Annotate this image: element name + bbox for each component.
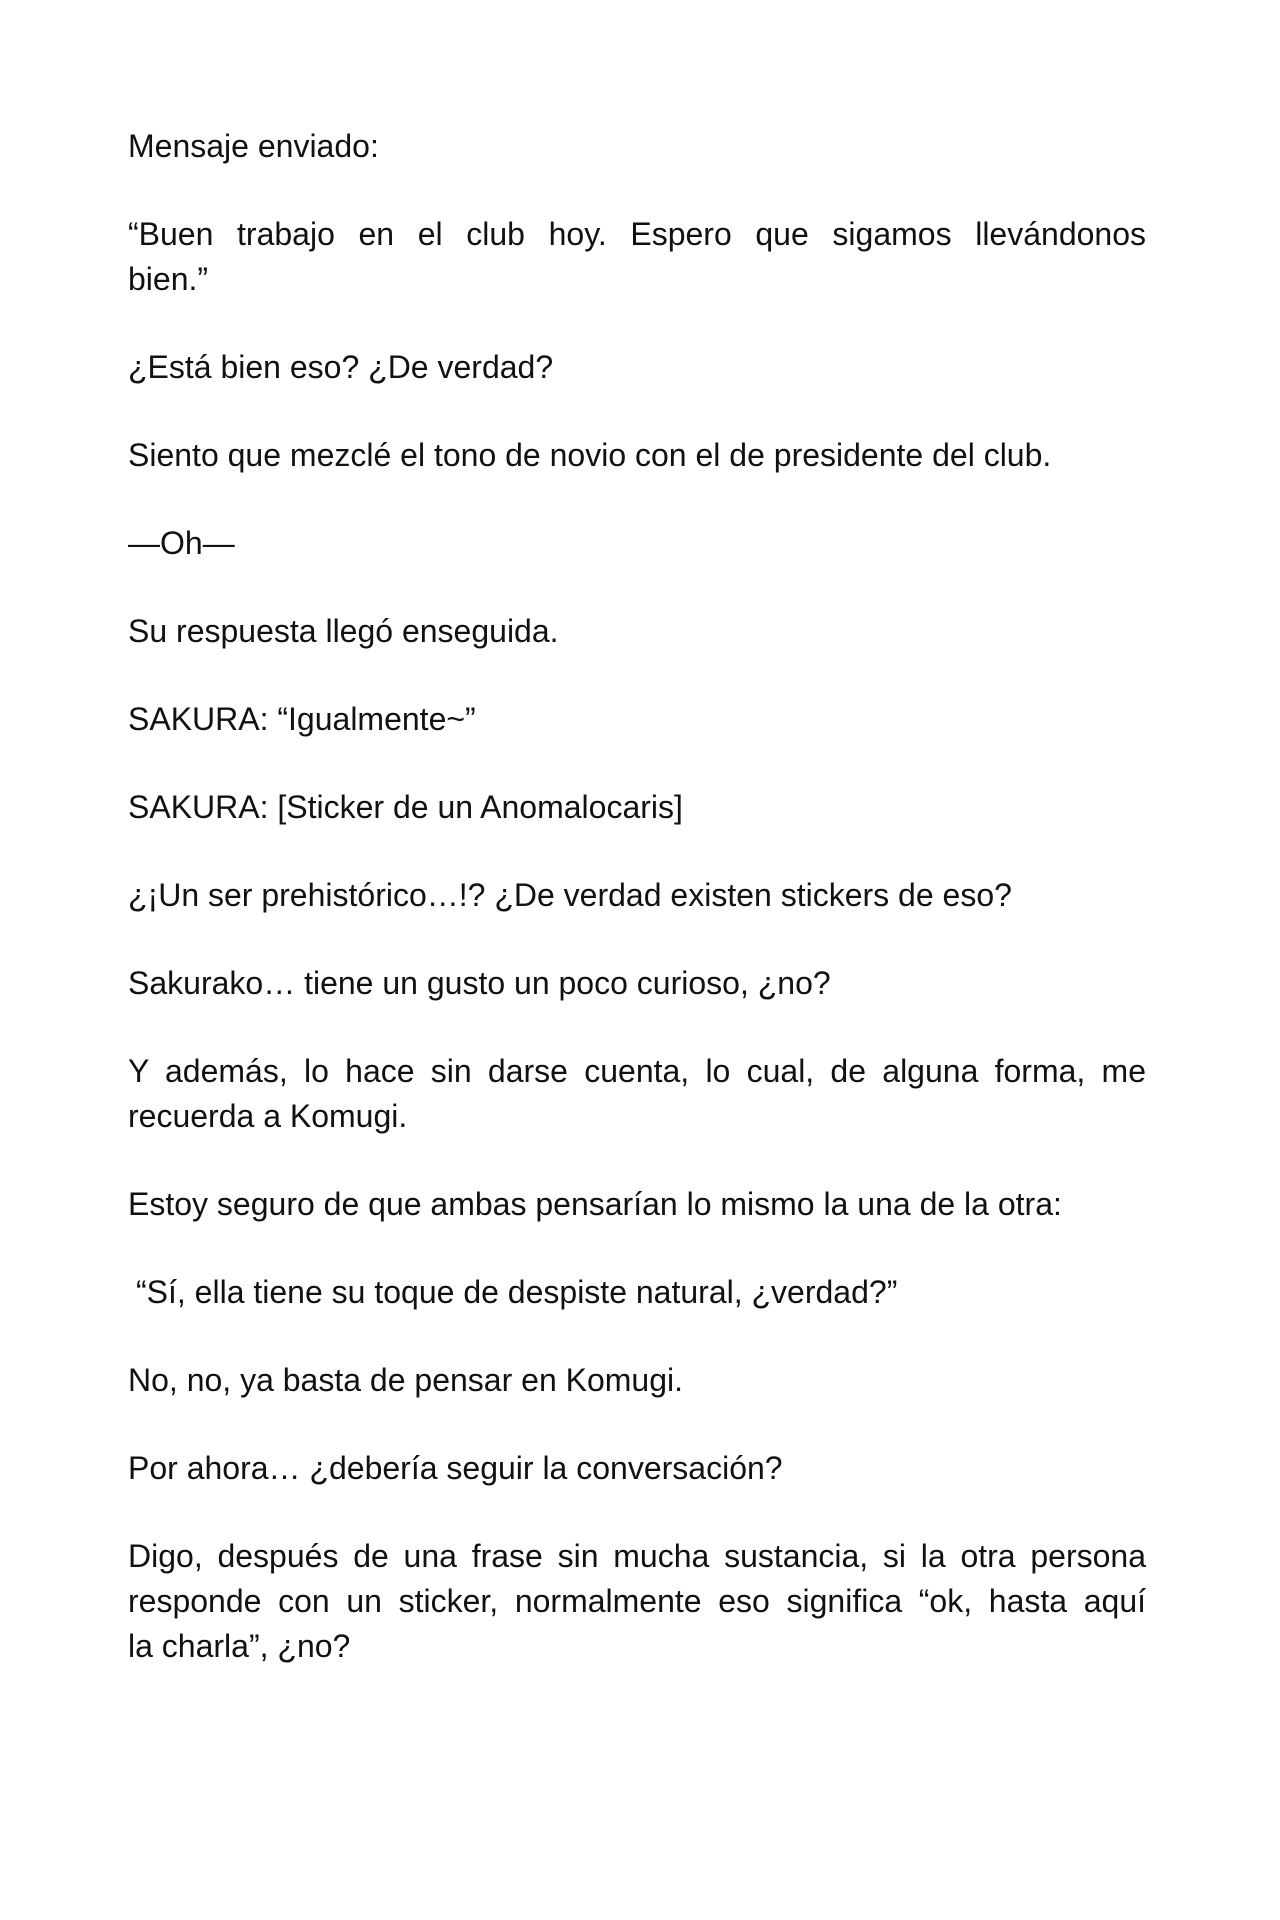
paragraph [128, 609, 1146, 654]
text-line: ¿¡Un ser prehistórico…!? ¿De verdad existen stickers de eso? [128, 877, 1012, 913]
text-line: Por ahora… ¿debería seguir la conversación? [128, 1450, 783, 1486]
paragraph [128, 961, 1146, 1006]
paragraph [128, 345, 1146, 390]
text-line: No, no, ya basta de pensar en Komugi. [128, 1362, 684, 1398]
text-line: SAKURA: [Sticker de un Anomalocaris] [128, 789, 683, 825]
text-line: —Oh— [128, 525, 235, 561]
text-line: Siento que mezclé el tono de novio con el de presidente del club. [128, 437, 1052, 473]
paragraph [128, 124, 1146, 169]
paragraph [128, 785, 1146, 830]
text-line: recuerda a Komugi. [128, 1098, 408, 1134]
paragraph [128, 1446, 1146, 1491]
paragraph [128, 1182, 1146, 1227]
text-line: responde con un sticker, normalmente eso significa “ok, hasta aquí [128, 1583, 1146, 1619]
paragraph [128, 521, 1146, 566]
paragraph [128, 1270, 1146, 1315]
paragraph [128, 212, 1146, 302]
text-line: “Buen trabajo en el club hoy. Espero que sigamos llevándonos [128, 216, 1146, 252]
paragraph [128, 1049, 1146, 1139]
document-body [128, 124, 1146, 1712]
text-line: bien.” [128, 261, 209, 297]
paragraph [128, 873, 1146, 918]
text-line: ¿Está bien eso? ¿De verdad? [128, 349, 554, 385]
text-line: Estoy seguro de que ambas pensarían lo mismo la una de la otra: [128, 1186, 1062, 1222]
paragraph [128, 697, 1146, 742]
text-line: Su respuesta llegó enseguida. [128, 613, 559, 649]
paragraph [128, 1534, 1146, 1669]
text-line: Digo, después de una frase sin mucha sustancia, si la otra persona [128, 1538, 1146, 1574]
text-line: SAKURA: “Igualmente~” [128, 701, 476, 737]
paragraph [128, 433, 1146, 478]
paragraph [128, 1358, 1146, 1403]
text-line: Mensaje enviado: [128, 128, 379, 164]
text-line: Sakurako… tiene un gusto un poco curioso, ¿no? [128, 965, 831, 1001]
text-line: “Sí, ella tiene su toque de despiste natural, ¿verdad?” [136, 1274, 898, 1310]
text-line: la charla”, ¿no? [128, 1628, 351, 1664]
text-line: Y además, lo hace sin darse cuenta, lo cual, de alguna forma, me [128, 1053, 1146, 1089]
